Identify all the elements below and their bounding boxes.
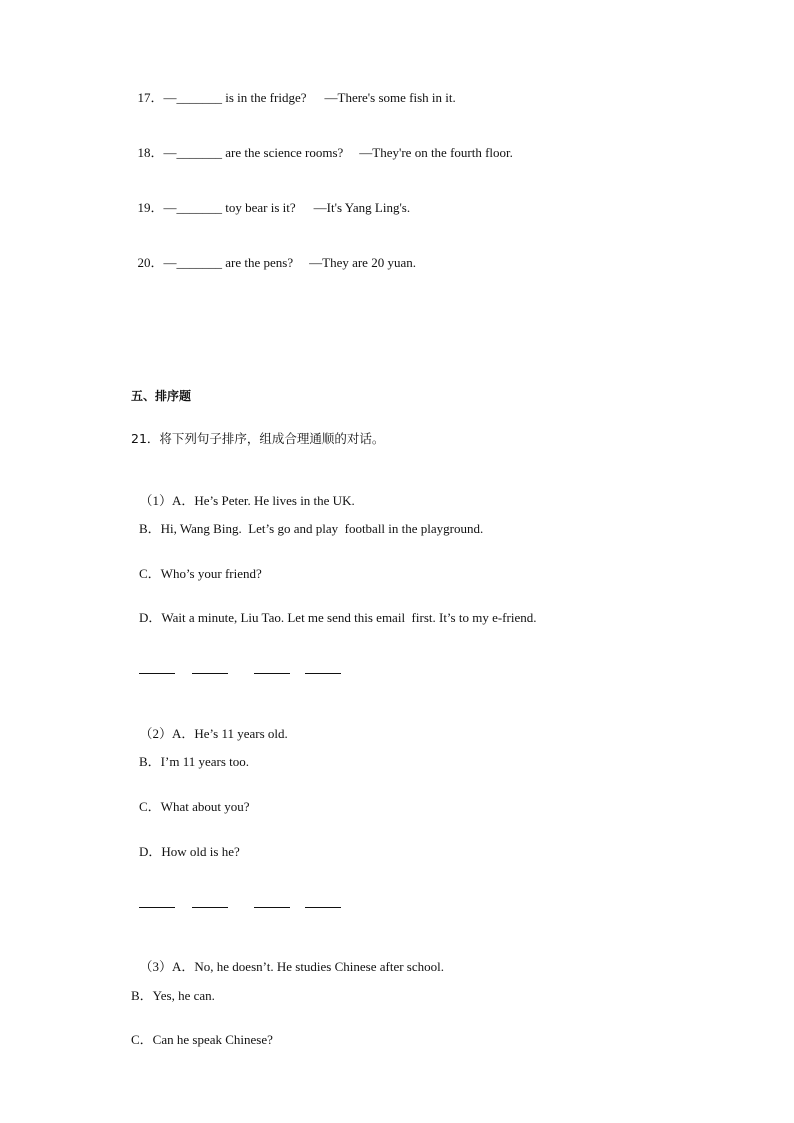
group-3-item-b: B．Yes, he can. bbox=[131, 988, 215, 1003]
question-number: 19． bbox=[137, 200, 164, 215]
answer-blank[interactable] bbox=[139, 907, 175, 908]
group-3-item-c: C．Can he speak Chinese? bbox=[131, 1032, 273, 1047]
group-label: （2） bbox=[139, 726, 173, 741]
question-20 bbox=[131, 239, 416, 271]
answer-blank[interactable] bbox=[305, 907, 341, 908]
question-number: 18． bbox=[137, 145, 164, 160]
option-text: A．No, he doesn’t. He studies Chinese after school. bbox=[172, 959, 444, 974]
dash: — bbox=[163, 255, 177, 270]
question-text: are the science rooms? bbox=[222, 145, 344, 160]
group-1-item-b: B．Hi, Wang Bing. Let’s go and play football in the playground. bbox=[139, 521, 484, 536]
section-title: 五、排序题 bbox=[131, 389, 192, 403]
answer-blank[interactable] bbox=[254, 673, 290, 674]
group-1-item-a bbox=[133, 477, 355, 509]
question-number: 17． bbox=[137, 90, 164, 105]
group-2-answer-blanks bbox=[139, 897, 349, 913]
reply-text: —They're on the fourth floor. bbox=[359, 145, 513, 160]
answer-blank[interactable]: _______ bbox=[176, 145, 223, 160]
reply-text: —There's some fish in it. bbox=[324, 90, 456, 105]
dash: — bbox=[163, 145, 177, 160]
dash: — bbox=[163, 90, 177, 105]
group-1-item-c: C．Who’s your friend? bbox=[139, 566, 262, 581]
question-19 bbox=[131, 184, 410, 216]
question-17 bbox=[131, 74, 456, 106]
reply-text: —They are 20 yuan. bbox=[309, 255, 416, 270]
group-label: （1） bbox=[139, 493, 173, 508]
question-21-instruction: 21．将下列句子排序，组成合理通顺的对话。 bbox=[131, 431, 385, 446]
option-text: A．He’s Peter. He lives in the UK. bbox=[172, 493, 355, 508]
group-1-item-d: D．Wait a minute, Liu Tao. Let me send this email first. It’s to my e-friend. bbox=[139, 610, 537, 625]
question-18 bbox=[131, 129, 513, 161]
answer-blank[interactable] bbox=[254, 907, 290, 908]
question-number: 20． bbox=[137, 255, 164, 270]
group-1-answer-blanks bbox=[139, 663, 349, 679]
group-label: （3） bbox=[139, 959, 173, 974]
group-2-item-d: D．How old is he? bbox=[139, 844, 240, 859]
answer-blank[interactable] bbox=[192, 673, 228, 674]
group-2-item-b: B．I’m 11 years too. bbox=[139, 754, 249, 769]
dash: — bbox=[163, 200, 177, 215]
answer-blank[interactable]: _______ bbox=[176, 255, 223, 270]
group-2-item-a bbox=[133, 710, 288, 742]
reply-text: —It's Yang Ling's. bbox=[313, 200, 411, 215]
option-text: A．He’s 11 years old. bbox=[172, 726, 288, 741]
answer-blank[interactable]: _______ bbox=[176, 90, 223, 105]
answer-blank[interactable]: _______ bbox=[176, 200, 223, 215]
answer-blank[interactable] bbox=[305, 673, 341, 674]
answer-blank[interactable] bbox=[139, 673, 175, 674]
group-2-item-c: C．What about you? bbox=[139, 799, 250, 814]
question-text: toy bear is it? bbox=[222, 200, 296, 215]
group-3-item-a bbox=[133, 943, 444, 975]
question-text: is in the fridge? bbox=[222, 90, 307, 105]
question-text: are the pens? bbox=[222, 255, 294, 270]
answer-blank[interactable] bbox=[192, 907, 228, 908]
